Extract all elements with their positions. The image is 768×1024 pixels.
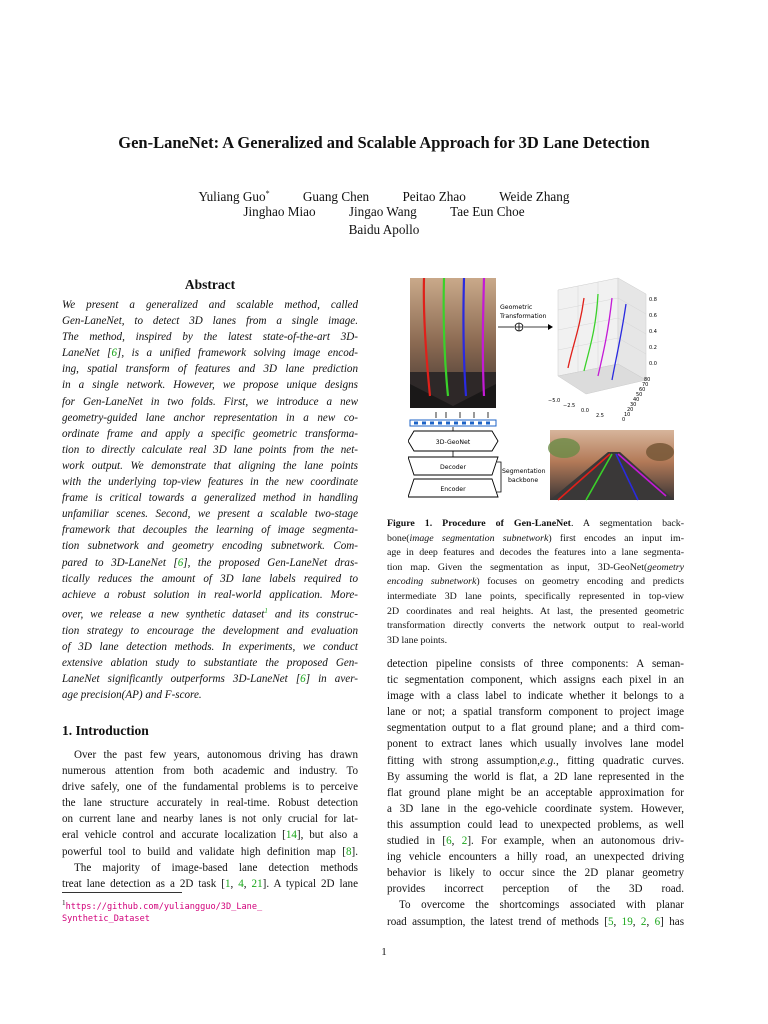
text-line [387, 688, 684, 704]
text-line [62, 687, 358, 703]
text-line [62, 538, 358, 554]
text-run: and its construc- [267, 608, 358, 621]
text-run: ], but also a [296, 829, 359, 842]
text-line [62, 394, 358, 410]
text-line [62, 603, 358, 623]
citation-link[interactable]: 6 [300, 672, 306, 685]
text-line [62, 474, 358, 490]
tree [646, 443, 674, 461]
citation-link[interactable]: 2 [640, 915, 647, 928]
text-run: intermediate 3D lane points, specifically represented in top-view [387, 590, 684, 602]
text-line [62, 876, 358, 892]
page-number: 1 [381, 946, 387, 958]
text-run: ) first encodes an input im- [548, 532, 684, 544]
author: Jinghao Miao [243, 204, 316, 219]
text-line [62, 442, 358, 458]
text-run: , [613, 915, 622, 928]
text-run: LaneNet significantly outperforms 3D-LaneNet [ [62, 672, 301, 685]
text-run: , fitting quadratic curves. [556, 754, 684, 767]
text-run: To overcome the shortcomings associated with planar [399, 899, 684, 912]
text-line [62, 811, 358, 827]
text-run: numerous attention from both academic and industry. To [62, 765, 358, 778]
text-run: over, we release a new synthetic dataset [62, 608, 265, 621]
y-tick: 70 [642, 382, 649, 388]
text-run: The method, inspired by the latest state-of-the-art 3D- [62, 331, 358, 344]
text-line [387, 605, 684, 620]
text-run: for Gen-LaneNet in two folds. First, we introduce a new [62, 395, 358, 408]
text-line [62, 555, 358, 571]
text-run: eral vehicle control and accurate localization [ [62, 829, 286, 842]
text-run: segmentation output to a flat ground plane; and a third com- [387, 722, 684, 735]
text-run: ing, spatial transform of features and 3D lane prediction [62, 363, 358, 376]
text-run: image with a class label to indicate whether it belongs to a [387, 690, 684, 703]
text-run: powerful tool to build and validate high definition map [ [62, 845, 346, 858]
introduction-body [62, 747, 358, 892]
text-line [387, 590, 684, 605]
text-run: framework that decouples the learning of image segmenta- [62, 524, 358, 537]
citation-link[interactable]: 8 [345, 845, 352, 858]
text-run: Over the past few years, autonomous driving has drawn [74, 749, 358, 761]
text-line [387, 619, 684, 634]
y-tick: 30 [630, 402, 637, 408]
text-run: e.g. [539, 754, 557, 767]
text-run: the lane structure accurately in real-time. Robust detection [62, 797, 358, 810]
text-line [387, 575, 684, 590]
text-line [62, 522, 358, 538]
text-run: with the underlying top-view features in the new coordinate [62, 476, 358, 489]
paper-title: Gen-LaneNet: A Generalized and Scalable Approach for 3D Lane Detection [118, 133, 650, 152]
text-run: Figure 1. Procedure of Gen-LaneNet [387, 518, 571, 529]
text-line [387, 897, 684, 913]
text-run: flat ground plane might be an acceptable approximation for [387, 786, 684, 799]
text-run: geometry-guided lane anchor representation in a new co- [62, 411, 358, 424]
text-run: pared to 3D-LaneNet [ [62, 556, 178, 569]
text-run: ] has [660, 915, 685, 928]
text-line [387, 849, 684, 865]
text-run: tion map. Given the segmentation as input, 3D-GeoNet( [387, 561, 648, 573]
text-line [62, 377, 358, 393]
text-run: tically reduces the amount of 3D lane labels required to [62, 572, 358, 585]
text-line [387, 720, 684, 736]
citation-link[interactable]: 6 [111, 347, 117, 360]
topview-lane-magenta [483, 278, 484, 396]
text-run: ing vehicle encounters a hilly road, an unexpected driving [387, 851, 684, 864]
text-run: The majority of image-based lane detection methods [74, 861, 358, 874]
text-run: 2D coordinates and real heights. At last, the presented geometric [387, 605, 684, 617]
text-line [387, 833, 684, 849]
footnote [62, 897, 358, 925]
text-run: drive safely, one of the fundamental problems is to perceive [62, 781, 358, 794]
text-run: studied in [ [387, 835, 447, 848]
y-tick: 10 [624, 412, 631, 418]
text-line [387, 704, 684, 720]
y-tick: 40 [633, 397, 640, 403]
author: Peitao Zhao [402, 189, 466, 205]
segmentation-brace [497, 462, 501, 492]
citation-link[interactable]: 1 [264, 606, 268, 615]
x-tick: −2.5 [563, 403, 576, 409]
z-tick: 0.2 [649, 345, 657, 351]
text-line [387, 672, 684, 688]
text-run: ]. [351, 845, 358, 858]
text-run: achieve a robust solution in real-world application. More- [62, 588, 358, 601]
abstract-body [62, 297, 358, 703]
z-tick: 0.0 [649, 361, 657, 367]
text-line [62, 426, 358, 442]
text-run: frame is critical towards a generalized method in handling [62, 492, 358, 505]
text-run: fitting with strong assumption, [387, 754, 540, 767]
text-run: age precision(AP) and F-score. [62, 688, 202, 701]
text-line [62, 571, 358, 587]
geometric-transformation-label: Transformation [500, 313, 547, 320]
text-run: tic segmentation component, which assigns each pixel in an [387, 674, 684, 687]
text-run: ) focuses on geometry encoding and predicts [476, 576, 684, 588]
text-run: Gen-LaneNet, to detect 3D lanes from a single image. [62, 315, 358, 328]
geonet-label: 3D-GeoNet [435, 439, 471, 446]
text-line [387, 881, 684, 897]
text-line [62, 860, 358, 876]
text-run: 3D lane points. [387, 634, 448, 646]
text-line [62, 506, 358, 522]
text-run: , [632, 915, 641, 928]
text-line [62, 655, 358, 671]
text-run: lane or not; a spatial transform component to project image [387, 706, 684, 719]
text-line [387, 656, 684, 672]
citation-link[interactable]: 6 [177, 556, 184, 569]
citation-link[interactable]: 21 [251, 877, 263, 890]
text-line [387, 801, 684, 817]
text-line [62, 458, 358, 474]
text-line [62, 410, 358, 426]
text-run: image segmentation subnetwork [409, 532, 549, 544]
text-run: detection pipeline consists of three components: A seman- [387, 658, 684, 670]
figure-1 [408, 276, 676, 504]
y-tick: 0 [622, 417, 626, 423]
text-run: provides incorrect perception of the 3D road. [387, 883, 684, 896]
z-tick: 0.8 [649, 297, 657, 303]
text-line [387, 865, 684, 881]
text-line [62, 639, 358, 655]
text-run: tion subnetwork and geometry encoding subnetwork. Com- [62, 540, 358, 553]
citation-link[interactable]: 5 [607, 915, 614, 928]
plot-back-wall [558, 278, 618, 376]
footnote-line[interactable]: $^1$https://github.com/yuliangguo/3D_Lane_ [62, 899, 263, 912]
text-line [387, 753, 684, 769]
text-line [387, 769, 684, 785]
encoder-label: Encoder [440, 486, 466, 493]
text-line [62, 763, 358, 779]
x-tick: −5.0 [548, 398, 561, 404]
anchor-bar [410, 412, 496, 431]
text-line [387, 817, 684, 833]
text-run: By assuming the world is flat, a 2D lane represented in the [387, 770, 684, 783]
footnote-line[interactable]: Synthetic_Dataset [62, 913, 150, 924]
text-run: extensive ablation study to substantiate the proposed Gen- [62, 656, 358, 669]
figure-1-caption [387, 517, 684, 648]
citation-link[interactable]: 6 [446, 835, 452, 848]
text-run: geometry [647, 561, 684, 573]
text-run: transformation directly converts the network output to real-world [387, 620, 684, 632]
text-run: encoding subnetwork [387, 576, 477, 588]
text-line [62, 490, 358, 506]
text-run: a 3D lane in the ego-vehicle coordinate system. However, [387, 802, 684, 815]
text-line [62, 827, 358, 843]
topview-image [410, 278, 496, 408]
text-run: , [451, 835, 462, 848]
text-line [387, 634, 684, 649]
text-line [62, 844, 358, 860]
text-line [62, 297, 358, 313]
section-heading-introduction: 1. Introduction [62, 723, 149, 738]
text-run: ] in aver- [305, 672, 358, 685]
text-line [62, 587, 358, 603]
text-line [387, 736, 684, 752]
citation-link[interactable]: 19 [621, 915, 633, 928]
right-column-body [387, 656, 684, 930]
text-run: work output. We demonstrate that aligning the lane points [62, 459, 358, 472]
author: Tae Eun Choe [450, 204, 525, 219]
text-run: ]. A typical 2D lane [262, 877, 359, 890]
text-run: ponent to extract lanes which usually involves lane model [387, 738, 684, 751]
text-line [62, 345, 358, 361]
text-run: age in deep features and decodes the features into a lane segmenta- [387, 547, 684, 559]
text-line [387, 517, 684, 532]
author: Jingao Wang [348, 204, 417, 219]
abstract-heading: Abstract [184, 277, 236, 292]
affiliation: Baidu Apollo [348, 222, 420, 237]
arrow-icon [548, 324, 553, 330]
citation-link[interactable]: 6 [654, 915, 661, 928]
y-tick: 50 [636, 392, 643, 398]
text-run: tion to directly calculate real 3D lane points from the net- [62, 443, 358, 456]
citation-link[interactable]: 1 [224, 877, 231, 890]
text-line [62, 779, 358, 795]
text-run: on current lane and nearby lanes is not only crucial for lat- [62, 813, 358, 826]
text-run: behavior is likely to occur since the 2D planar geometry [387, 867, 684, 880]
text-run: road assumption, the latest trend of methods [ [387, 915, 608, 928]
segmentation-label: Segmentation [502, 468, 546, 475]
text-run: of 3D lane detection methods. In experiments, we conduct [62, 640, 358, 653]
author: Guang Chen [302, 189, 370, 205]
segmentation-label: backbone [508, 477, 539, 484]
citation-link[interactable]: 2 [461, 835, 468, 848]
text-run: treat lane detection as a 2D task [ [62, 877, 225, 890]
text-run: tion strategy to encourage the development and evaluation [62, 624, 358, 637]
y-tick: 20 [627, 407, 634, 413]
footnote-rule [62, 892, 182, 893]
text-line [62, 361, 358, 377]
text-line [62, 313, 358, 329]
citation-link[interactable]: 14 [285, 829, 297, 842]
text-line [387, 546, 684, 561]
x-tick: 2.5 [596, 413, 604, 419]
x-tick: 0.0 [581, 408, 589, 414]
text-run: in a single network. However, we propose unique designs [62, 379, 358, 392]
text-line [62, 623, 358, 639]
3d-lane-plot [548, 278, 657, 423]
text-run: unfamiliar scenes. Second, we present a scalable two-stage [62, 508, 358, 521]
text-line [62, 747, 358, 763]
text-line [62, 795, 358, 811]
tree [548, 438, 580, 458]
text-run: , [243, 877, 252, 890]
text-line [387, 532, 684, 547]
text-run: , [230, 877, 239, 890]
y-tick: 80 [644, 377, 651, 383]
author: Weide Zhang [499, 189, 570, 205]
text-run: ], is a unified framework solving image encod- [117, 347, 358, 360]
text-run: LaneNet [ [62, 347, 112, 360]
citation-link[interactable]: 4 [238, 877, 244, 890]
authors-row-2 [0, 203, 768, 221]
text-line [387, 914, 684, 930]
input-image [548, 430, 674, 500]
text-run: . A segmentation back- [570, 518, 685, 529]
text-line [62, 329, 358, 345]
y-tick: 60 [639, 387, 646, 393]
text-run: ], the proposed Gen-LaneNet dras- [183, 556, 358, 569]
text-run: this assumption could lead to unexpected problems, as well [387, 818, 684, 831]
text-run: We present a generalized and scalable method, called [62, 299, 358, 311]
text-line [387, 785, 684, 801]
text-line [387, 561, 684, 576]
author: Yuliang Guo* [198, 189, 270, 205]
geometric-transformation-label: Geometric [500, 304, 533, 311]
z-tick: 0.6 [649, 313, 657, 319]
text-run: bone( [387, 532, 410, 544]
z-tick: 0.4 [649, 329, 657, 335]
text-line [62, 671, 358, 687]
text-run: ordinate frame and apply a specific geometric transforma- [62, 427, 358, 440]
text-run: , [646, 915, 655, 928]
text-run: ]. For example, when an autonomous driv- [467, 835, 685, 848]
decoder-label: Decoder [439, 464, 467, 471]
